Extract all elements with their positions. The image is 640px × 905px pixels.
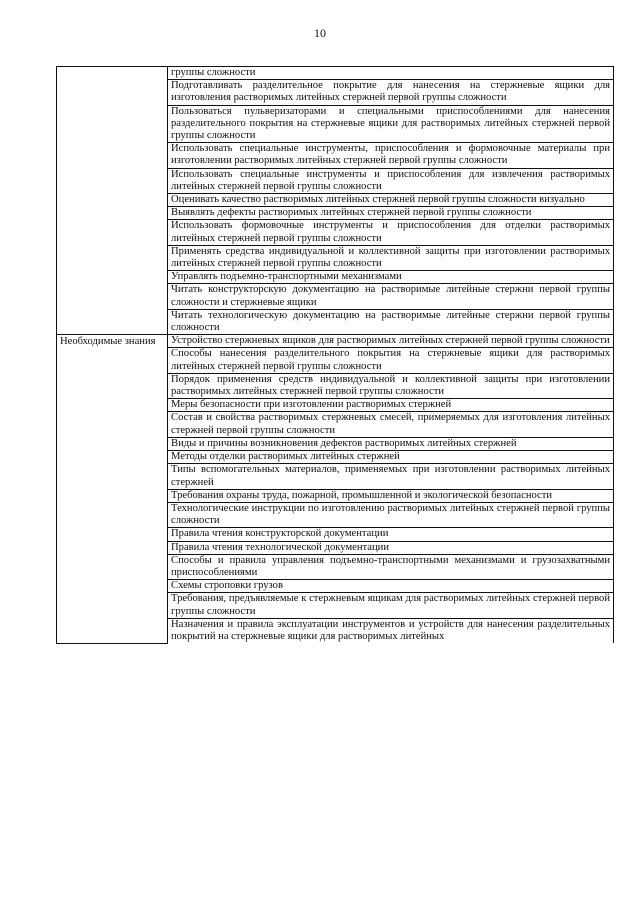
requirement-item: Технологические инструкции по изготовлению растворимых литейных стержней первой группы сложности bbox=[168, 502, 614, 527]
requirement-item: Правила чтения технологической документации bbox=[168, 541, 614, 554]
requirement-item: Назначения и правила эксплуатации инструментов и устройств для нанесения разделительных покрытий на стержневые ящики для растворимых литейных bbox=[168, 618, 614, 643]
requirement-item: Способы и правила управления подъемно-транспортными механизмами и грузозахватными приспособлениями bbox=[168, 554, 614, 579]
requirement-item: Выявлять дефекты растворимых литейных стержней первой группы сложности bbox=[168, 207, 614, 220]
requirement-item: Читать конструкторскую документацию на растворимые литейные стержни первой группы сложности и стержневые ящики bbox=[168, 284, 614, 309]
table-row bbox=[57, 67, 614, 80]
requirement-item: Использовать специальные инструменты и приспособления для извлечения растворимых литейных стержней первой группы сложности bbox=[168, 168, 614, 193]
requirement-item: Использовать формовочные инструменты и приспособления для отделки растворимых литейных стержней первой группы сложности bbox=[168, 220, 614, 245]
requirement-item: Методы отделки растворимых литейных стержней bbox=[168, 451, 614, 464]
requirement-item: группы сложности bbox=[168, 67, 614, 80]
requirement-item: Схемы строповки грузов bbox=[168, 580, 614, 593]
requirement-item: Способы нанесения разделительного покрытия на стержневые ящики для растворимых литейных стержней первой группы сложности bbox=[168, 348, 614, 373]
requirement-item: Требования, предъявляемые к стержневым ящикам для растворимых литейных стержней первой группы сложности bbox=[168, 593, 614, 618]
section-label bbox=[57, 67, 168, 335]
table-row bbox=[57, 335, 614, 348]
requirement-item: Требования охраны труда, пожарной, промышленной и экологической безопасности bbox=[168, 489, 614, 502]
requirement-item: Состав и свойства растворимых стержневых смесей, примеряемых для изготовления литейных стержней первой группы сложности bbox=[168, 412, 614, 437]
requirement-item: Использовать специальные инструменты, приспособления и формовочные материалы при изготовлении растворимых литейных стержней первой группы сложности bbox=[168, 143, 614, 168]
requirement-item: Порядок применения средств индивидуальной и коллективной защиты при изготовлении растворимых литейных стержней первой группы сложности bbox=[168, 373, 614, 398]
requirement-item: Виды и причины возникновения дефектов растворимых литейных стержней bbox=[168, 437, 614, 450]
requirement-item: Применять средства индивидуальной и коллективной защиты при изготовлении растворимых литейных стержней первой группы сложности bbox=[168, 245, 614, 270]
requirement-item: Управлять подъемно-транспортными механизмами bbox=[168, 271, 614, 284]
requirement-item: Правила чтения конструкторской документации bbox=[168, 528, 614, 541]
requirement-item: Устройство стержневых ящиков для растворимых литейных стержней первой группы сложности bbox=[168, 335, 614, 348]
requirement-item: Меры безопасности при изготовлении растворимых стержней bbox=[168, 399, 614, 412]
requirement-item: Читать технологическую документацию на растворимые литейные стержни первой группы сложности bbox=[168, 309, 614, 334]
requirement-item: Оценивать качество растворимых литейных стержней первой группы сложности визуально bbox=[168, 194, 614, 207]
section-label: Необходимые знания bbox=[57, 335, 168, 643]
requirement-item: Типы вспомогательных материалов, применяемых при изготовлении растворимых литейных стержней bbox=[168, 464, 614, 489]
requirement-item: Пользоваться пульверизаторами и специальными приспособлениями для нанесения разделительного покрытия на стержневые ящики для растворимых литейных стержней первой группы сложности bbox=[168, 105, 614, 143]
requirements-table bbox=[56, 66, 614, 644]
requirement-item: Подготавливать разделительное покрытие для нанесения на стержневые ящики для изготовления растворимых литейных стержней первой группы сложности bbox=[168, 80, 614, 105]
page-number: 10 bbox=[314, 26, 326, 40]
